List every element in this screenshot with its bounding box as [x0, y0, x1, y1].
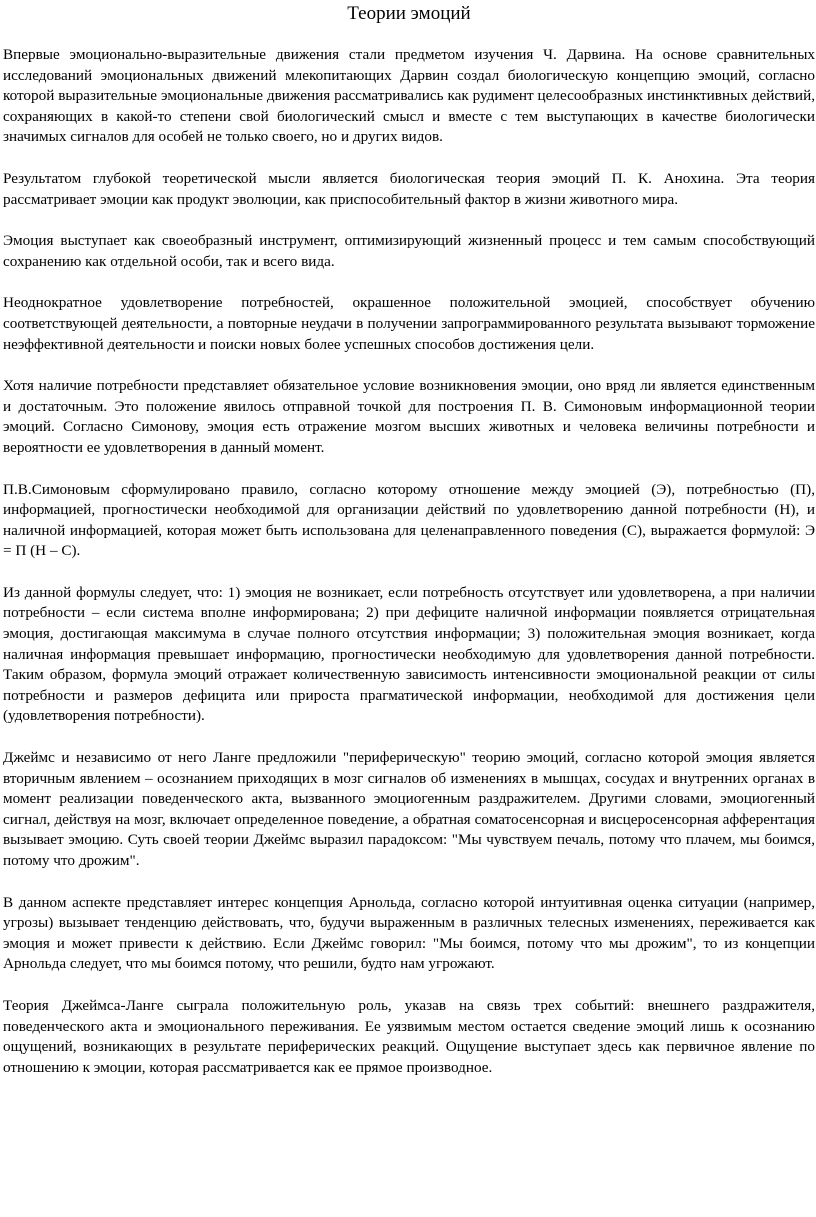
- paragraph-darwin: Впервые эмоционально-выразительные движения стали предметом изучения Ч. Дарвина. На основе сравнительных исследований эмоциональных движений млекопитающих Дарвин создал биологическую концепцию эмоций, согласно которой выразительные эмоциональные движения рассматривались как рудимент целесообразных инстинктивных действий, сохраняющих в какой-то степени свой биологический смысл и вместе с тем выступающих в качестве биологически значимых сигналов для особей не только своего, но и других видов.: [3, 46, 815, 146]
- paragraph-formula-consequences: Из данной формулы следует, что: 1) эмоция не возникает, если потребность отсутствует или удовлетворена, а при наличии потребности – если система вполне информирована; 2) при дефиците наличной информации появляется отрицательная эмоция, достигающая максимума в случае полного отсутствия информации; 3) положительная эмоция возникает, когда наличная информация превышает информацию, прогностически необходимую для удовлетворения данной потребности. Таким образом, формула эмоций отражает количественную зависимость интенсивности эмоциональной реакции от силы потребности и размеров дефицита или прироста прагматической информации, необходимой для достижения цели (удовлетворения потребности).: [3, 583, 815, 725]
- paragraph-simonov-formula: П.В.Симоновым сформулировано правило, согласно которому отношение между эмоцией (Э), потребностью (П), информацией, прогностически необходимой для организации действий по удовлетворению данной потребности (Н), и наличной информацией, которая может быть использована для целенаправленного поведения (С), выражается формулой: Э = П (Н – С).: [3, 480, 815, 560]
- paragraph-emotion-instrument: Эмоция выступает как своеобразный инструмент, оптимизирующий жизненный процесс и тем самым способствующий сохранению как отдельной особи, так и всего вида.: [3, 232, 815, 270]
- paragraph-needs-satisfaction: Неоднократное удовлетворение потребностей, окрашенное положительной эмоцией, способствует обучению соответствующей деятельности, а повторные неудачи в получении запрограммированного результата вызывают торможение неэффективной деятельности и поиски новых более успешных способов достижения цели.: [3, 294, 815, 353]
- paragraph-james-lange-evaluation: Теория Джеймса-Ланге сыграла положительную роль, указав на связь трех событий: внешнего раздражителя, поведенческого акта и эмоционального переживания. Ее уязвимым местом остается сведение эмоций лишь к осознанию ощущений, возникающих в результате периферических реакций. Ощущение выступает здесь как первичное явление по отношению к эмоции, которая рассматривается как ее прямое производное.: [3, 996, 815, 1076]
- document-title: Теории эмоций: [347, 3, 471, 24]
- paragraph-james-lange: Джеймс и независимо от него Ланге предложили "периферическую" теорию эмоций, согласно которой эмоция является вторичным явлением – осознанием приходящих в мозг сигналов об изменениях в мышцах, сосудах и внутренних органах в момент реализации поведенческого акта, вызванного эмоциогенным раздражителем. Другими словами, эмоциогенный сигнал, действуя на мозг, включает определенное поведение, а обратная соматосенсорная и висцеросенсорная афферентация вызывает эмоцию. Суть своей теории Джеймс выразил парадоксом: "Мы чувствуем печаль, потому что плачем, мы боимся, потому что дрожим".: [3, 749, 815, 869]
- paragraph-simonov-theory: Хотя наличие потребности представляет обязательное условие возникновения эмоции, оно вряд ли является единственным и достаточным. Это положение явилось отправной точкой для построения П. В. Симоновым информационной теории эмоций. Согласно Симонову, эмоция есть отражение мозгом высших животных и человека величины потребности и вероятности ее удовлетворения в данный момент.: [3, 377, 815, 456]
- paragraph-anokhin: Результатом глубокой теоретической мысли является биологическая теория эмоций П. К. Анохина. Эта теория рассматривает эмоции как продукт эволюции, как приспособительный фактор в жизни животного мира.: [3, 169, 815, 208]
- paragraph-arnold: В данном аспекте представляет интерес концепция Арнольда, согласно которой интуитивная оценка ситуации (например, угрозы) вызывает тенденцию действовать, что, будучи выраженным в различных телесных изменениях, переживается как эмоция и может привести к действию. Если Джеймс говорил: "Мы боимся, потому что мы дрожим", то из концепции Арнольда следует, что мы боимся потому, что решили, будто нам угрожают.: [3, 893, 815, 973]
